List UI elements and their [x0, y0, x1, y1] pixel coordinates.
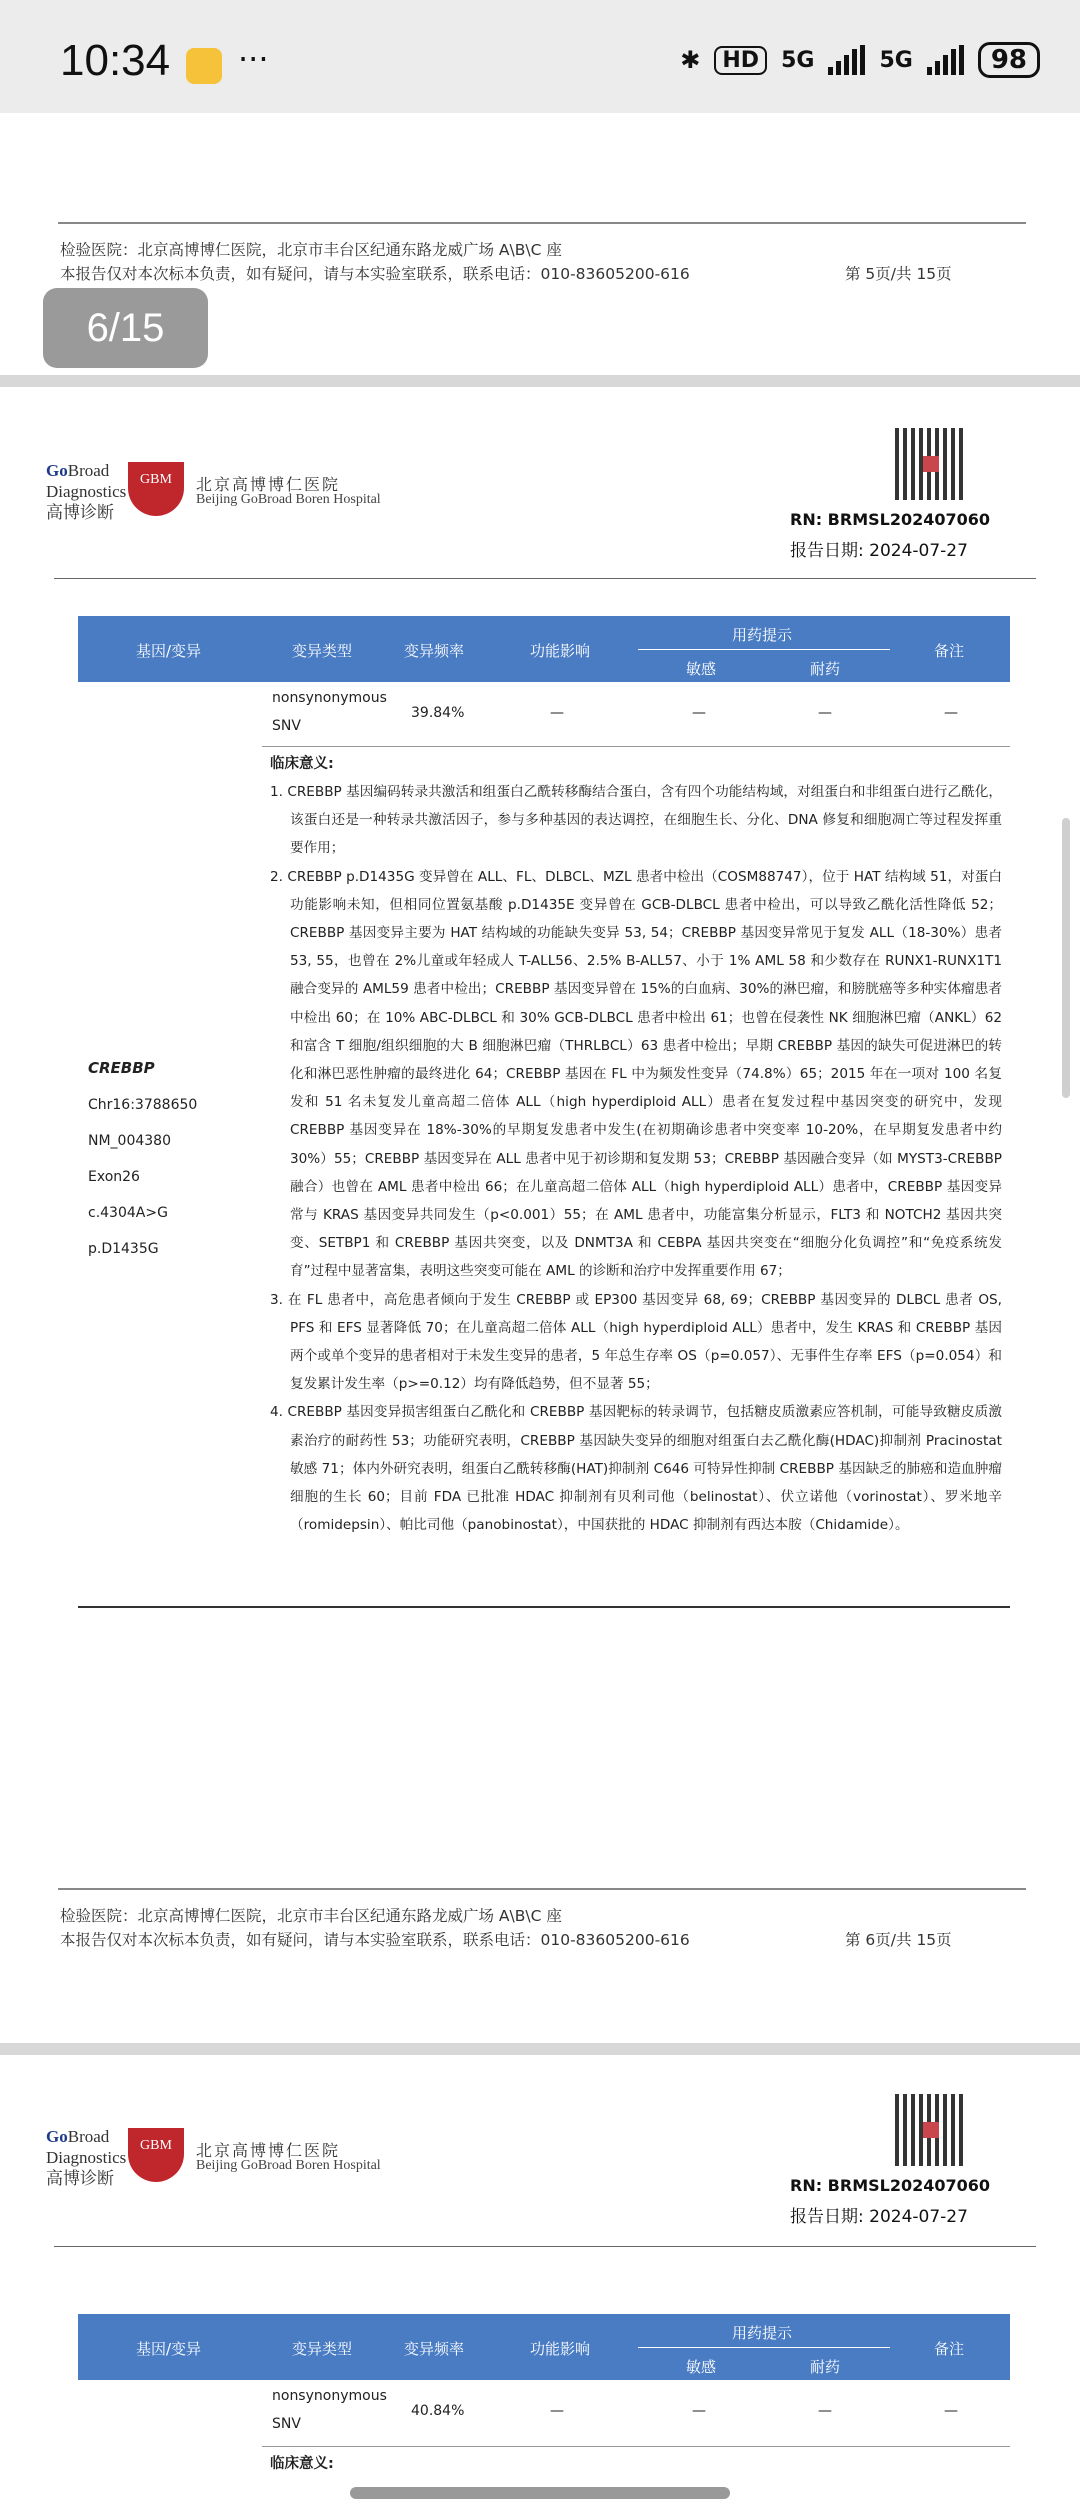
col-type: 变异类型 — [292, 642, 353, 660]
row2-divider — [262, 2446, 1010, 2447]
row2-note: — — [944, 2403, 958, 2419]
home-gesture-bar[interactable] — [350, 2487, 730, 2499]
row1-c: c.4304A>G — [88, 1205, 168, 1221]
page-separator — [0, 2043, 1080, 2055]
page-separator — [0, 375, 1080, 387]
hd-voice-icon: HD — [714, 46, 767, 75]
logo-brand-rest: Broad — [67, 461, 110, 480]
row1-gene: CREBBP — [88, 1059, 155, 1077]
status-time: 10:34 — [60, 36, 171, 85]
more-notifications-icon: ··· — [238, 40, 269, 78]
footer-page-number: 第 5页/共 15页 — [845, 265, 952, 283]
header-rule — [54, 2246, 1036, 2247]
gobroad-logo — [46, 2126, 126, 2189]
row1-sensitive: — — [692, 705, 706, 721]
scrollbar[interactable] — [1062, 818, 1070, 1098]
hospital-name-en: Beijing GoBroad Boren Hospital — [196, 2158, 381, 2173]
logo-line2: 高博诊断 — [46, 2169, 114, 2188]
row1-effect: — — [550, 705, 564, 721]
qr-code — [895, 428, 967, 500]
hospital-name-cn: 北京高博博仁医院 — [196, 475, 341, 494]
col-effect: 功能影响 — [530, 642, 591, 660]
row1-note: — — [944, 705, 958, 721]
col-sensitive: 敏感 — [686, 660, 717, 678]
footer-disclaimer: 本报告仅对本次标本负责，如有疑问，请与本实验室联系，联系电话：010-83605200-616 — [60, 1931, 690, 1949]
footer-divider — [58, 1888, 1026, 1890]
col-sensitive: 敏感 — [686, 2358, 717, 2376]
col-gene: 基因/变异 — [136, 2340, 202, 2358]
row1-clin-title: 临床意义: — [270, 756, 334, 772]
report-date: 报告日期: 2024-07-27 — [790, 541, 968, 561]
row2-resistant: — — [818, 2403, 832, 2419]
battery-icon: 98 — [978, 42, 1040, 78]
network-type-2: 5G — [879, 47, 913, 73]
hospital-name-en: Beijing GoBroad Boren Hospital — [196, 492, 381, 507]
footer-divider — [58, 222, 1026, 224]
clin-para-3: 3. 在 FL 患者中，高危患者倾向于发生 CREBBP 或 EP300 基因变异 68, 69；CREBBP 基因变异的 DLBCL 患者 OS, PFS 和 EFS 显著降低 70；在儿童高超二倍体 ALL（high hyperdiploid ALL）患者中，发生 KRAS 和 CREBBP 基因两个或单个变异的患者相对于未发生变异的患者，5 年总生存率 OS（p=0.057）、无事件生存率 EFS（p=0.054）和复发累计发生率（p>=0.12）均有降低趋势，但不显著 55； — [270, 1291, 1002, 1393]
signal-bars-1-icon — [828, 45, 865, 75]
page-indicator: 6/15 — [43, 288, 208, 368]
row1-type-line2: SNV — [272, 718, 301, 734]
logo-brand-go: Go — [46, 461, 68, 480]
row2-sensitive: — — [692, 2403, 706, 2419]
footer-hospital: 检验医院：北京高博博仁医院，北京市丰台区纪通东路龙威广场 A\B\C 座 — [60, 241, 562, 259]
hospital-name-cn: 北京高博博仁医院 — [196, 2141, 341, 2160]
row2-effect: — — [550, 2403, 564, 2419]
gobroad-logo — [46, 460, 126, 523]
row1-exon: Exon26 — [88, 1169, 140, 1185]
logo-brand-go: Go — [46, 2127, 68, 2146]
logo-line2: 高博诊断 — [46, 503, 114, 522]
row2-clin-title: 临床意义: — [270, 2456, 334, 2472]
row2-freq: 40.84% — [411, 2403, 465, 2419]
gbm-logo: GBM — [128, 462, 184, 516]
signal-bars-2-icon — [927, 45, 964, 75]
table-bottom-border — [78, 1606, 1010, 1608]
col-drug: 用药提示 — [732, 626, 793, 644]
logo-line1: Diagnostics — [46, 482, 127, 501]
row1-resistant: — — [818, 705, 832, 721]
row2-type-line1: nonsynonymous — [272, 2388, 387, 2404]
col-resistant: 耐药 — [810, 2358, 841, 2376]
col-freq: 变异频率 — [404, 642, 465, 660]
bluetooth-icon: ✱ — [680, 46, 701, 74]
col-type: 变异类型 — [292, 2340, 353, 2358]
row1-nm: NM_004380 — [88, 1133, 171, 1149]
header-rule — [54, 578, 1036, 579]
footer-page-number: 第 6页/共 15页 — [845, 1931, 952, 1949]
row2-type-line2: SNV — [272, 2416, 301, 2432]
col-note: 备注 — [934, 2340, 965, 2358]
drug-underline — [638, 2347, 890, 2348]
row1-freq: 39.84% — [411, 705, 465, 721]
status-icons — [680, 42, 1040, 78]
row1-gene-info — [88, 1050, 197, 1267]
clin-para-4: 4. CREBBP 基因变异损害组蛋白乙酰化和 CREBBP 基因靶标的转录调节，包括糖皮质激素应答机制，可能导致糖皮质激素治疗的耐药性 53；功能研究表明，CREBBP 基因缺失变异的细胞对组蛋白去乙酰化酶(HDAC)抑制剂 Pracinostat 敏感 71；体内外研究表明，组蛋白乙酰转移酶(HAT)抑制剂 C646 可特异性抑制 CREBBP 基因缺乏的肺癌和造血肿瘤细胞的生长 60；目前 FDA 已批准 HDAC 抑制剂有贝利司他（belinostat）、伏立诺他（vorinostat）、罗米地辛（romidepsin）、帕比司他（panobinostat），中国获批的 HDAC 抑制剂有西达本胺（Chidamide）。 — [270, 1404, 1002, 1534]
report-date: 报告日期: 2024-07-27 — [790, 2207, 968, 2227]
status-bar — [0, 0, 1080, 113]
report-number: RN: BRMSL202407060 — [790, 510, 991, 529]
col-drug: 用药提示 — [732, 2324, 793, 2342]
gbm-logo: GBM — [128, 2128, 184, 2182]
row1-clinical-text — [270, 778, 1002, 1539]
table-header — [78, 616, 1010, 682]
footer-hospital: 检验医院：北京高博博仁医院，北京市丰台区纪通东路龙威广场 A\B\C 座 — [60, 1907, 562, 1925]
clin-para-1: 1. CREBBP 基因编码转录共激活和组蛋白乙酰转移酶结合蛋白，含有四个功能结构域，对组蛋白和非组蛋白进行乙酰化，该蛋白还是一种转录共激活因子，参与多种基因的表达调控，在细胞生长、分化、DNA 修复和细胞凋亡等过程发挥重要作用； — [270, 784, 1002, 857]
col-note: 备注 — [934, 642, 965, 660]
col-effect: 功能影响 — [530, 2340, 591, 2358]
drug-underline — [638, 649, 890, 650]
row1-p: p.D1435G — [88, 1241, 159, 1257]
table-header — [78, 2314, 1010, 2380]
row1-type-line1: nonsynonymous — [272, 690, 387, 706]
network-type-1: 5G — [781, 47, 815, 73]
row1-chr: Chr16:3788650 — [88, 1097, 198, 1113]
logo-line1: Diagnostics — [46, 2148, 127, 2167]
col-resistant: 耐药 — [810, 660, 841, 678]
notification-app-icon — [186, 48, 222, 84]
footer-disclaimer: 本报告仅对本次标本负责，如有疑问，请与本实验室联系，联系电话：010-83605200-616 — [60, 265, 690, 283]
report-number: RN: BRMSL202407060 — [790, 2176, 991, 2195]
clin-para-2: 2. CREBBP p.D1435G 变异曾在 ALL、FL、DLBCL、MZL 患者中检出（COSM88747），位于 HAT 结构域 51，对蛋白功能影响未知，但相同位置氨基酸 p.D1435E 变异曾在 GCB-DLBCL 患者中检出，可以导致乙酰化活性降低 52；CREBBP 基因变异主要为 HAT 结构域的功能缺失变异 53, 54；CREBBP 基因变异常见于复发 ALL（18-30%）患者 53, 55，也曾在 2%儿童或年轻成人 T-ALL56、2.5% B-ALL57、小于 1% AML 58 和少数存在 RUNX1-RUNX1T1 融合变异的 AML59 患者中检出；CREBBP 基因变异曾在 15%的白血病、30%的淋巴瘤，和膀胱癌等多种实体瘤患者中检出 60；在 10% ABC-DLBCL 和 30% GCB-DLBCL 患者中检出 61；也曾在侵袭性 NK 细胞淋巴瘤（ANKL）62 和富含 T 细胞/组织细胞的大 B 细胞淋巴瘤（THRLBCL）63 患者中检出；早期 CREBBP 基因的缺失可促进淋巴的转化和淋巴恶性肿瘤的最终进化 64；CREBBP 基因在 FL 中为频发性变异（74.8%）65；2015 年在一项对 100 名复发和 51 名未复发儿童高超二倍体 ALL（high hyperdiploid ALL）患者在复发过程中基因突变的研究中，发现 CREBBP 基因变异在 18%-30%的早期复发患者中发生(在初期确诊患者中突变率 10-20%，在早期复发患者中约 30%）55；CREBBP 基因变异在 ALL 患者中见于初诊期和复发期 53；CREBBP 基因融合变异（如 MYST3-CREBBP 融合）也曾在 AML 患者中检出 66；在儿童高超二倍体 ALL（high hyperdiploid ALL）患者中，CREBBP 基因变异常与 KRAS 基因变异共同发生（p<0.001）55；在 AML 患者中，功能富集分析显示，FLT3 和 NOTCH2 基因共突变、SETBP1 和 CREBBP 基因共突变，以及 DNMT3A 和 CEBPA 基因共突变在“细胞分化负调控”和“免疫系统发育”过程中显著富集，表明这些突变可能在 AML 的诊断和治疗中发挥重要作用 67； — [270, 868, 1002, 1280]
col-gene: 基因/变异 — [136, 642, 202, 660]
row1-divider — [262, 746, 1010, 747]
col-freq: 变异频率 — [404, 2340, 465, 2358]
qr-code — [895, 2094, 967, 2166]
logo-brand-rest: Broad — [67, 2127, 110, 2146]
